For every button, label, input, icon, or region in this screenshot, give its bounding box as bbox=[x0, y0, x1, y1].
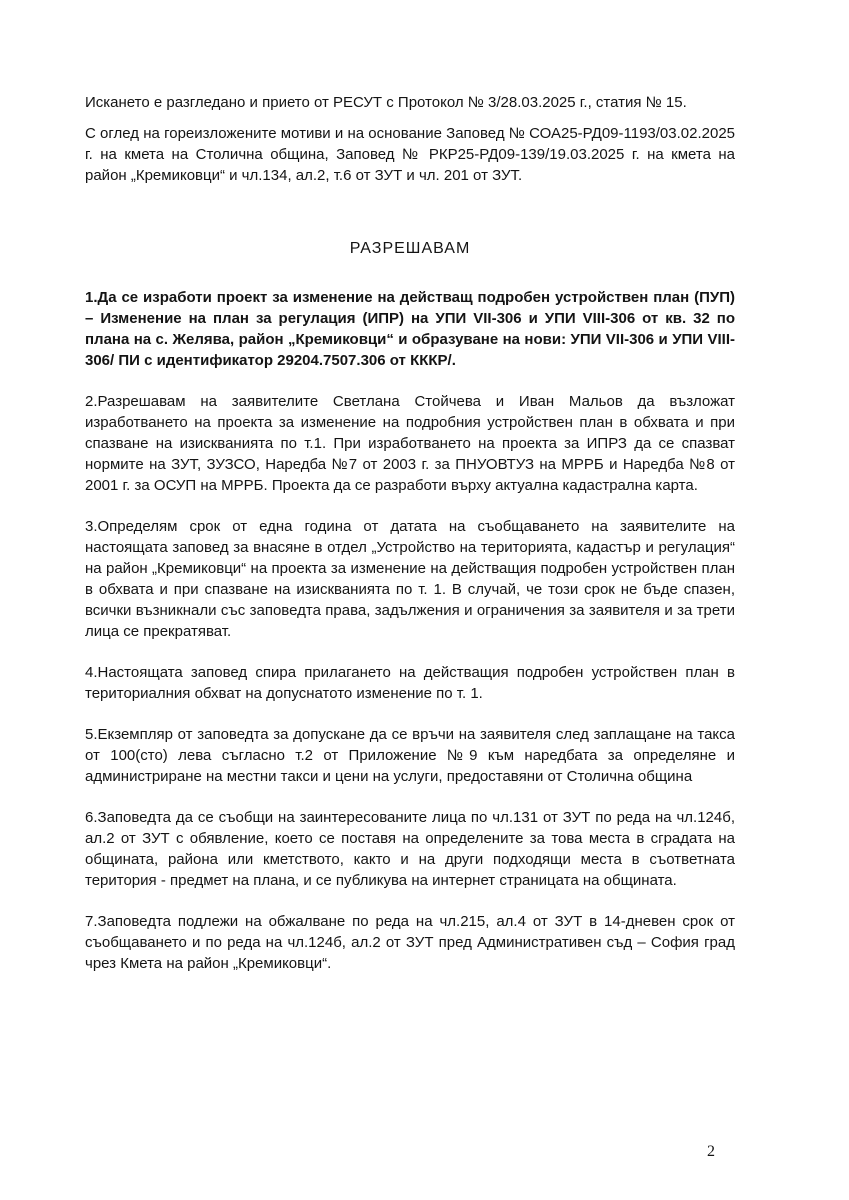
order-item-3: 3.Определям срок от една година от датата на съобщаването на заявителите на настоящата заповед за внасяне в отдел „Устройство на територията, кадастър и регулация“ на район „Кремиковци“ на проекта за изменение на действащия подробен устройствен план в обхвата и при спазване на изискванията по т. 1. В случай, че този срок не бъде спазен, всички възникнали със заповедта права, задължения и ограничения за заявителя и за трети лица се прекратяват. bbox=[85, 518, 735, 640]
document-body bbox=[85, 92, 735, 994]
decision-heading: РАЗРЕШАВАМ bbox=[349, 240, 471, 257]
order-item-7: 7.Заповедта подлежи на обжалване по реда на чл.215, ал.4 от ЗУТ в 14-дневен срок от съобщаването и по реда на чл.124б, ал.2 от ЗУТ пред Административен съд – София град чрез Кмета на район „Кремиковци“. bbox=[85, 913, 735, 972]
order-item-5: 5.Екземпляр от заповедта за допускане да се връчи на заявителя след заплащане на такса от 100(сто) лева съгласно т.2 от Приложение №9 към наредбата за определяне и администриране на местни такси и цени на услуги, предоставяни от Столична община bbox=[85, 726, 735, 785]
page-number: 2 bbox=[707, 1143, 715, 1160]
order-item-6: 6.Заповедта да се съобщи на заинтересованите лица по чл.131 от ЗУТ по реда на чл.124б, ал.2 от ЗУТ с обявление, което се поставя на определените за това места в сградата на общината, района или кметството, както и на други подходящи места в съответната територия - предмет на плана, и се публикува на интернет страницата на общината. bbox=[85, 809, 735, 889]
intro-paragraph-grounds: С оглед на гореизложените мотиви и на основание Заповед № СОА25-РД09-1193/03.02.2025 г. на кмета на Столична община, Заповед № РКР25-РД09-139/19.03.2025 г. на кмета на район „Кремиковци“ и чл.134, ал.2, т.6 от ЗУТ и чл. 201 от ЗУТ. bbox=[85, 125, 735, 184]
order-item-1: 1.Да се изработи проект за изменение на действащ подробен устройствен план (ПУП) – Изменение на план за регулация (ИПР) на УПИ VII-306 и УПИ VIII-306 от кв. 32 по плана на с. Желява, район „Кремиковци“ и образуване на нови: УПИ VII-306 и УПИ VIII-306/ ПИ с идентификатор 29204.7507.306 от КККР/. bbox=[85, 289, 735, 369]
intro-paragraph-protocol: Искането е разгледано и прието от РЕСУТ с Протокол № 3/28.03.2025 г., статия № 15. bbox=[85, 94, 687, 111]
order-item-4: 4.Настоящата заповед спира прилагането на действащия подробен устройствен план в териториалния обхват на допуснатото изменение по т. 1. bbox=[85, 664, 735, 702]
order-item-2: 2.Разрешавам на заявителите Светлана Стойчева и Иван Мальов да възложат изработването на проекта за изменение на подробния устройствен план в обхвата и при спазване на изискванията по т.1. При изработването на проекта за ИПРЗ да се спазват нормите на ЗУТ, ЗУЗСО, Наредба №7 от 2003 г. за ПНУОВТУЗ на МРРБ и Наредба №8 от 2001 г. за ОСУП на МРРБ. Проекта да се разработи върху актуална кадастрална карта. bbox=[85, 393, 735, 494]
